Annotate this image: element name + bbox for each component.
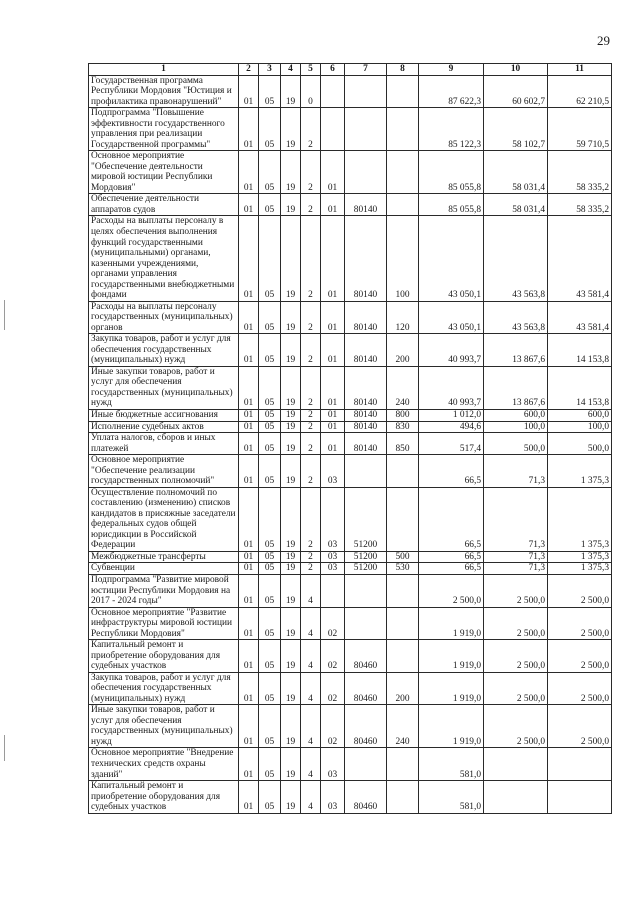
code-subprogram: 4 <box>301 640 321 673</box>
amount-col-10 <box>484 748 548 781</box>
amount-col-9: 66,5 <box>419 455 484 488</box>
amount-col-9: 40 993,7 <box>419 334 484 367</box>
amount-col-10: 58 031,4 <box>484 151 548 194</box>
column-header-6: 6 <box>321 64 345 76</box>
code-event <box>321 108 345 151</box>
code-pr: 05 <box>259 421 281 433</box>
code-rz: 01 <box>239 301 259 334</box>
code-pr: 05 <box>259 366 281 409</box>
amount-col-9: 1 919,0 <box>419 607 484 640</box>
code-rz: 01 <box>239 455 259 488</box>
code-program: 19 <box>281 748 301 781</box>
table-row <box>89 748 612 781</box>
line-item-name: Закупка товаров, работ и услуг для обеспечения государственных (муниципальных) нужд <box>89 672 239 705</box>
code-rz: 01 <box>239 216 259 301</box>
code-program: 19 <box>281 433 301 455</box>
code-subprogram: 2 <box>301 194 321 216</box>
line-item-name: Основное мероприятие "Внедрение технических средств охраны зданий" <box>89 748 239 781</box>
code-event: 01 <box>321 301 345 334</box>
code-subprogram: 2 <box>301 301 321 334</box>
code-pr: 05 <box>259 781 281 814</box>
code-rz: 01 <box>239 421 259 433</box>
code-direction <box>345 151 387 194</box>
line-item-name: Основное мероприятие "Обеспечение реализации государственных полномочий" <box>89 455 239 488</box>
code-event: 02 <box>321 640 345 673</box>
table-row <box>89 194 612 216</box>
amount-col-9: 581,0 <box>419 781 484 814</box>
code-subprogram: 2 <box>301 151 321 194</box>
table-row <box>89 216 612 301</box>
code-expense-type: 500 <box>387 551 419 563</box>
line-item-name: Обеспечение деятельности аппаратов судов <box>89 194 239 216</box>
amount-col-9: 66,5 <box>419 563 484 575</box>
column-header-5: 5 <box>301 64 321 76</box>
amount-col-11: 2 500,0 <box>548 574 612 607</box>
amount-col-9: 40 993,7 <box>419 366 484 409</box>
amount-col-10 <box>484 781 548 814</box>
code-pr: 05 <box>259 705 281 748</box>
table-row <box>89 334 612 367</box>
line-item-name: Уплата налогов, сборов и иных платежей <box>89 433 239 455</box>
code-rz: 01 <box>239 334 259 367</box>
code-event: 03 <box>321 563 345 575</box>
amount-col-11: 43 581,4 <box>548 216 612 301</box>
table-body <box>89 75 612 813</box>
column-header-1: 1 <box>89 64 239 76</box>
code-program: 19 <box>281 334 301 367</box>
amount-col-10: 13 867,6 <box>484 334 548 367</box>
line-item-name: Межбюджетные трансферты <box>89 551 239 563</box>
line-item-name: Иные закупки товаров, работ и услуг для обеспечения государственных (муниципальных) нужд <box>89 366 239 409</box>
code-event <box>321 574 345 607</box>
code-event: 01 <box>321 216 345 301</box>
line-item-name: Капитальный ремонт и приобретение оборудования для судебных участков <box>89 640 239 673</box>
code-program: 19 <box>281 781 301 814</box>
amount-col-11: 58 335,2 <box>548 151 612 194</box>
table-row <box>89 563 612 575</box>
code-direction: 51200 <box>345 563 387 575</box>
amount-col-11: 2 500,0 <box>548 705 612 748</box>
code-program: 19 <box>281 151 301 194</box>
column-header-10: 10 <box>484 64 548 76</box>
code-subprogram: 2 <box>301 487 321 551</box>
amount-col-9: 581,0 <box>419 748 484 781</box>
code-pr: 05 <box>259 301 281 334</box>
code-rz: 01 <box>239 672 259 705</box>
code-program: 19 <box>281 194 301 216</box>
amount-col-10: 43 563,8 <box>484 301 548 334</box>
amount-col-10: 43 563,8 <box>484 216 548 301</box>
code-pr: 05 <box>259 433 281 455</box>
code-rz: 01 <box>239 551 259 563</box>
amount-col-11: 1 375,3 <box>548 487 612 551</box>
table-row <box>89 574 612 607</box>
code-expense-type: 200 <box>387 672 419 705</box>
code-direction: 80140 <box>345 366 387 409</box>
code-rz: 01 <box>239 607 259 640</box>
code-expense-type <box>387 640 419 673</box>
code-subprogram: 2 <box>301 366 321 409</box>
code-program: 19 <box>281 574 301 607</box>
amount-col-11: 2 500,0 <box>548 672 612 705</box>
code-direction <box>345 574 387 607</box>
code-expense-type <box>387 607 419 640</box>
code-event: 03 <box>321 551 345 563</box>
code-pr: 05 <box>259 748 281 781</box>
amount-col-9: 2 500,0 <box>419 574 484 607</box>
code-subprogram: 2 <box>301 334 321 367</box>
code-program: 19 <box>281 705 301 748</box>
code-program: 19 <box>281 108 301 151</box>
code-subprogram: 2 <box>301 455 321 488</box>
code-expense-type: 240 <box>387 705 419 748</box>
amount-col-9: 87 622,3 <box>419 75 484 108</box>
code-event: 03 <box>321 455 345 488</box>
binding-margin-mark <box>4 300 5 330</box>
amount-col-9: 85 055,8 <box>419 194 484 216</box>
code-direction: 80140 <box>345 216 387 301</box>
column-header-7: 7 <box>345 64 387 76</box>
line-item-name: Субвенции <box>89 563 239 575</box>
amount-col-11: 43 581,4 <box>548 301 612 334</box>
column-header-9: 9 <box>419 64 484 76</box>
code-event: 01 <box>321 334 345 367</box>
code-rz: 01 <box>239 748 259 781</box>
code-pr: 05 <box>259 563 281 575</box>
amount-col-9: 1 919,0 <box>419 672 484 705</box>
code-subprogram: 4 <box>301 705 321 748</box>
amount-col-9: 43 050,1 <box>419 216 484 301</box>
code-rz: 01 <box>239 433 259 455</box>
code-subprogram: 2 <box>301 563 321 575</box>
binding-margin-mark <box>4 735 5 761</box>
code-pr: 05 <box>259 194 281 216</box>
code-pr: 05 <box>259 151 281 194</box>
code-rz: 01 <box>239 705 259 748</box>
line-item-name: Закупка товаров, работ и услуг для обеспечения государственных (муниципальных) нужд <box>89 334 239 367</box>
amount-col-9: 66,5 <box>419 551 484 563</box>
column-header-11: 11 <box>548 64 612 76</box>
amount-col-11: 1 375,3 <box>548 563 612 575</box>
code-expense-type <box>387 574 419 607</box>
amount-col-11 <box>548 781 612 814</box>
code-event: 02 <box>321 705 345 748</box>
line-item-name: Исполнение судебных актов <box>89 421 239 433</box>
code-event <box>321 75 345 108</box>
amount-col-11: 1 375,3 <box>548 551 612 563</box>
code-expense-type: 240 <box>387 366 419 409</box>
amount-col-9: 43 050,1 <box>419 301 484 334</box>
code-direction: 51200 <box>345 551 387 563</box>
table-row <box>89 433 612 455</box>
amount-col-11 <box>548 748 612 781</box>
code-direction: 80140 <box>345 433 387 455</box>
amount-col-11: 59 710,5 <box>548 108 612 151</box>
code-program: 19 <box>281 421 301 433</box>
code-program: 19 <box>281 640 301 673</box>
code-pr: 05 <box>259 410 281 422</box>
line-item-name: Подпрограмма "Повышение эффективности государственного управления при реализации Государственной программы" <box>89 108 239 151</box>
table-row <box>89 455 612 488</box>
amount-col-11: 58 335,2 <box>548 194 612 216</box>
code-subprogram: 2 <box>301 433 321 455</box>
code-program: 19 <box>281 366 301 409</box>
line-item-name: Расходы на выплаты персоналу в целях обеспечения выполнения функций государственными (муниципальными) органами, казенными учреждениями, органами управления государственными внебюджетными фондами <box>89 216 239 301</box>
amount-col-11: 2 500,0 <box>548 607 612 640</box>
line-item-name: Капитальный ремонт и приобретение оборудования для судебных участков <box>89 781 239 814</box>
code-subprogram: 4 <box>301 781 321 814</box>
code-expense-type: 530 <box>387 563 419 575</box>
code-subprogram: 2 <box>301 551 321 563</box>
amount-col-9: 85 055,8 <box>419 151 484 194</box>
code-rz: 01 <box>239 366 259 409</box>
code-pr: 05 <box>259 108 281 151</box>
code-event: 01 <box>321 433 345 455</box>
table-row <box>89 151 612 194</box>
code-event: 01 <box>321 410 345 422</box>
code-pr: 05 <box>259 216 281 301</box>
amount-col-9: 517,4 <box>419 433 484 455</box>
code-event: 01 <box>321 194 345 216</box>
table-row <box>89 672 612 705</box>
code-rz: 01 <box>239 487 259 551</box>
code-direction: 80140 <box>345 301 387 334</box>
code-rz: 01 <box>239 108 259 151</box>
code-event: 01 <box>321 421 345 433</box>
line-item-name: Основное мероприятие "Развитие инфраструктуры мировой юстиции Республики Мордовия" <box>89 607 239 640</box>
line-item-name: Иные бюджетные ассигнования <box>89 410 239 422</box>
code-pr: 05 <box>259 672 281 705</box>
code-pr: 05 <box>259 640 281 673</box>
amount-col-10: 71,3 <box>484 455 548 488</box>
code-expense-type: 800 <box>387 410 419 422</box>
amount-col-10: 71,3 <box>484 563 548 575</box>
code-subprogram: 2 <box>301 421 321 433</box>
code-event: 03 <box>321 487 345 551</box>
code-expense-type: 100 <box>387 216 419 301</box>
code-direction: 80140 <box>345 410 387 422</box>
code-pr: 05 <box>259 75 281 108</box>
amount-col-11: 14 153,8 <box>548 366 612 409</box>
table-row <box>89 781 612 814</box>
table-row <box>89 487 612 551</box>
code-program: 19 <box>281 563 301 575</box>
amount-col-10: 71,3 <box>484 487 548 551</box>
amount-col-11: 100,0 <box>548 421 612 433</box>
code-pr: 05 <box>259 487 281 551</box>
code-program: 19 <box>281 672 301 705</box>
code-program: 19 <box>281 216 301 301</box>
code-event: 03 <box>321 781 345 814</box>
code-program: 19 <box>281 301 301 334</box>
amount-col-11: 14 153,8 <box>548 334 612 367</box>
code-subprogram: 4 <box>301 748 321 781</box>
code-direction: 80460 <box>345 705 387 748</box>
code-expense-type <box>387 455 419 488</box>
code-subprogram: 4 <box>301 574 321 607</box>
code-rz: 01 <box>239 574 259 607</box>
code-expense-type: 830 <box>387 421 419 433</box>
amount-col-10: 2 500,0 <box>484 705 548 748</box>
amount-col-9: 1 919,0 <box>419 640 484 673</box>
amount-col-11: 2 500,0 <box>548 640 612 673</box>
code-direction: 51200 <box>345 487 387 551</box>
code-direction: 80460 <box>345 672 387 705</box>
line-item-name: Иные закупки товаров, работ и услуг для обеспечения государственных (муниципальных) нужд <box>89 705 239 748</box>
code-program: 19 <box>281 551 301 563</box>
code-subprogram: 0 <box>301 75 321 108</box>
code-rz: 01 <box>239 563 259 575</box>
column-header-8: 8 <box>387 64 419 76</box>
amount-col-10: 2 500,0 <box>484 672 548 705</box>
code-expense-type: 200 <box>387 334 419 367</box>
amount-col-11: 500,0 <box>548 433 612 455</box>
amount-col-10: 100,0 <box>484 421 548 433</box>
code-expense-type <box>387 487 419 551</box>
table-row <box>89 366 612 409</box>
code-event: 02 <box>321 672 345 705</box>
code-expense-type <box>387 151 419 194</box>
table-row <box>89 705 612 748</box>
code-event: 01 <box>321 366 345 409</box>
code-direction <box>345 75 387 108</box>
column-header-2: 2 <box>239 64 259 76</box>
code-program: 19 <box>281 607 301 640</box>
code-rz: 01 <box>239 640 259 673</box>
code-direction: 80460 <box>345 781 387 814</box>
line-item-name: Осуществление полномочий по составлению (изменению) списков кандидатов в присяжные заседатели федеральных судов общей юрисдикции в Российской Федерации <box>89 487 239 551</box>
code-subprogram: 4 <box>301 672 321 705</box>
code-expense-type <box>387 194 419 216</box>
amount-col-10: 13 867,6 <box>484 366 548 409</box>
code-direction <box>345 607 387 640</box>
line-item-name: Государственная программа Республики Мордовия "Юстиция и профилактика правонарушений" <box>89 75 239 108</box>
code-rz: 01 <box>239 194 259 216</box>
code-expense-type: 850 <box>387 433 419 455</box>
code-direction: 80140 <box>345 194 387 216</box>
table-row <box>89 108 612 151</box>
amount-col-10: 58 031,4 <box>484 194 548 216</box>
table-row <box>89 607 612 640</box>
code-program: 19 <box>281 410 301 422</box>
table-row <box>89 640 612 673</box>
table-row <box>89 75 612 108</box>
code-expense-type <box>387 75 419 108</box>
amount-col-10: 71,3 <box>484 551 548 563</box>
code-subprogram: 4 <box>301 607 321 640</box>
amount-col-10: 500,0 <box>484 433 548 455</box>
page-number: 29 <box>597 33 610 48</box>
budget-table <box>88 63 612 814</box>
code-direction <box>345 748 387 781</box>
table-row <box>89 551 612 563</box>
code-rz: 01 <box>239 151 259 194</box>
code-rz: 01 <box>239 75 259 108</box>
code-pr: 05 <box>259 551 281 563</box>
amount-col-9: 1 012,0 <box>419 410 484 422</box>
code-direction <box>345 455 387 488</box>
code-direction: 80140 <box>345 421 387 433</box>
code-expense-type <box>387 748 419 781</box>
line-item-name: Расходы на выплаты персоналу государственных (муниципальных) органов <box>89 301 239 334</box>
amount-col-9: 66,5 <box>419 487 484 551</box>
amount-col-11: 1 375,3 <box>548 455 612 488</box>
table-row <box>89 421 612 433</box>
code-pr: 05 <box>259 455 281 488</box>
code-direction: 80460 <box>345 640 387 673</box>
line-item-name: Основное мероприятие "Обеспечение деятельности мировой юстиции Республики Мордовия" <box>89 151 239 194</box>
code-event: 02 <box>321 607 345 640</box>
column-header-4: 4 <box>281 64 301 76</box>
code-pr: 05 <box>259 334 281 367</box>
amount-col-10: 58 102,7 <box>484 108 548 151</box>
line-item-name: Подпрограмма "Развитие мировой юстиции Республики Мордовия на 2017 - 2024 годы" <box>89 574 239 607</box>
code-rz: 01 <box>239 781 259 814</box>
amount-col-10: 600,0 <box>484 410 548 422</box>
table-header-row <box>89 64 612 76</box>
amount-col-9: 85 122,3 <box>419 108 484 151</box>
code-event: 01 <box>321 151 345 194</box>
amount-col-11: 600,0 <box>548 410 612 422</box>
code-program: 19 <box>281 75 301 108</box>
column-header-3: 3 <box>259 64 281 76</box>
amount-col-10: 2 500,0 <box>484 607 548 640</box>
code-program: 19 <box>281 455 301 488</box>
table-row <box>89 301 612 334</box>
code-direction <box>345 108 387 151</box>
code-subprogram: 2 <box>301 410 321 422</box>
amount-col-10: 2 500,0 <box>484 640 548 673</box>
code-direction: 80140 <box>345 334 387 367</box>
amount-col-11: 62 210,5 <box>548 75 612 108</box>
amount-col-10: 60 602,7 <box>484 75 548 108</box>
code-subprogram: 2 <box>301 216 321 301</box>
amount-col-10: 2 500,0 <box>484 574 548 607</box>
code-event: 03 <box>321 748 345 781</box>
amount-col-9: 1 919,0 <box>419 705 484 748</box>
code-program: 19 <box>281 487 301 551</box>
code-expense-type <box>387 781 419 814</box>
table-row <box>89 410 612 422</box>
amount-col-9: 494,6 <box>419 421 484 433</box>
code-rz: 01 <box>239 410 259 422</box>
code-pr: 05 <box>259 574 281 607</box>
code-expense-type <box>387 108 419 151</box>
code-expense-type: 120 <box>387 301 419 334</box>
code-subprogram: 2 <box>301 108 321 151</box>
code-pr: 05 <box>259 607 281 640</box>
